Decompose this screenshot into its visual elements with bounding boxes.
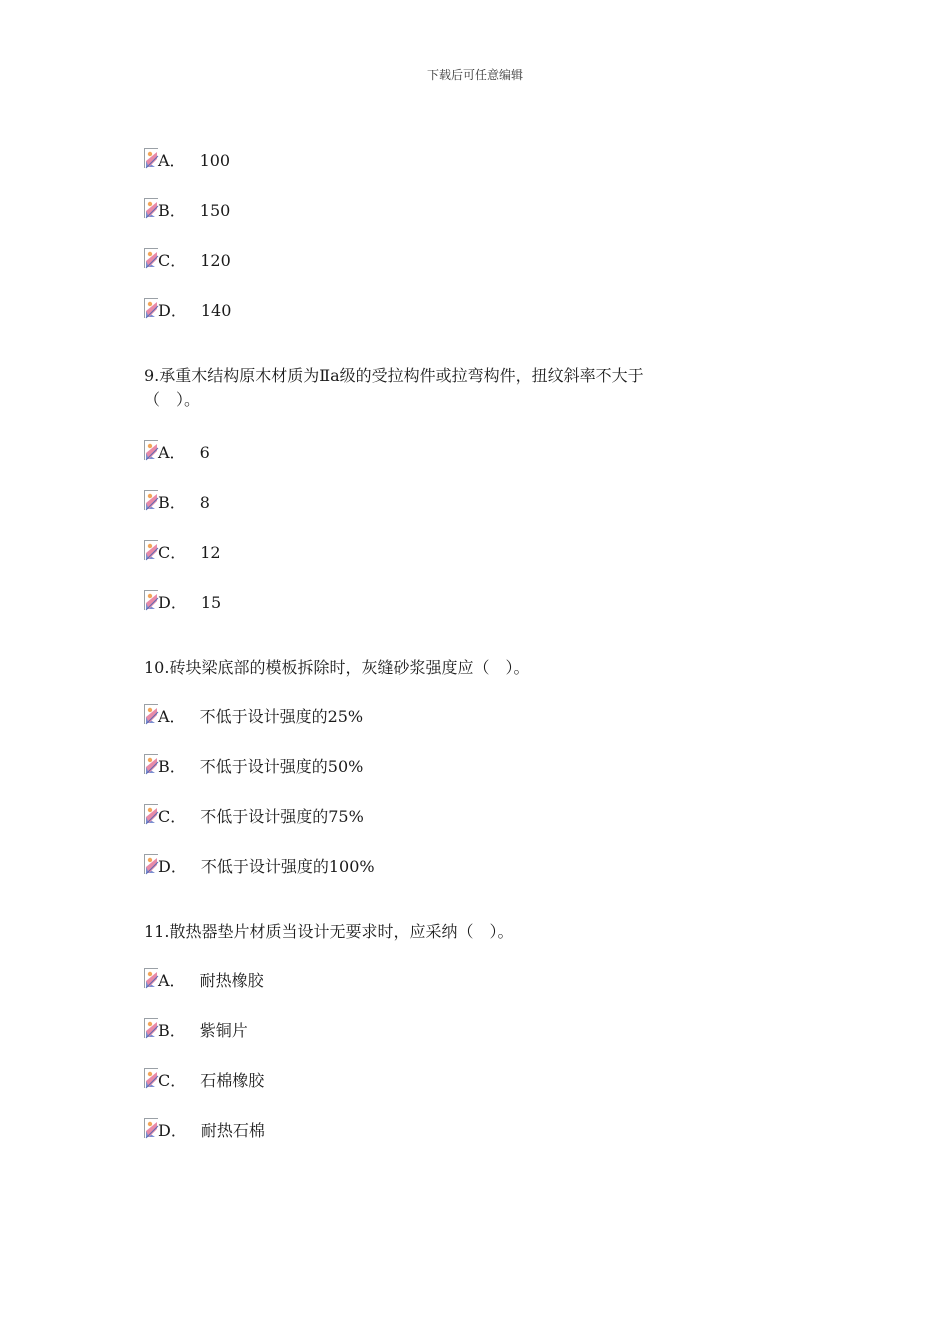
option-letter: D．: [158, 1121, 187, 1140]
broken-image-icon: [144, 704, 158, 724]
question-line-2: （ ）。: [144, 390, 201, 409]
option-letter: C．: [158, 543, 187, 562]
question-line-1: 9.承重木结构原木材质为Ⅱa级的受拉构件或拉弯构件，扭纹斜率不大于: [144, 366, 644, 385]
option-letter: A．: [158, 151, 186, 170]
option-letter: D．: [158, 857, 187, 876]
option-text: 耐热橡胶: [199, 971, 264, 990]
option-c[interactable]: [144, 248, 784, 270]
option-text: 不低于设计强度的75%: [200, 807, 364, 826]
option-text: 不低于设计强度的100%: [200, 857, 375, 876]
broken-image-icon: [144, 148, 158, 168]
option-letter: D．: [158, 301, 187, 320]
option-d[interactable]: [144, 298, 784, 320]
broken-image-icon: [144, 540, 158, 560]
option-text: 耐热石棉: [200, 1121, 265, 1140]
option-letter: C．: [158, 1071, 187, 1090]
option-text: 6: [199, 443, 210, 462]
option-b[interactable]: [144, 1018, 784, 1040]
option-text: 8: [199, 493, 210, 512]
question-block-10: [144, 656, 784, 876]
question-text: 10.砖块梁底部的模板拆除时，灰缝砂浆强度应（ ）。: [144, 658, 530, 677]
option-text: 150: [199, 201, 231, 220]
option-text: 120: [200, 251, 231, 270]
option-d[interactable]: [144, 854, 784, 876]
option-d[interactable]: [144, 590, 784, 612]
option-b[interactable]: [144, 490, 784, 512]
question-text: 11.散热器垫片材质当设计无要求时，应采纳（ ）。: [144, 922, 514, 941]
option-text: 石棉橡胶: [200, 1071, 265, 1090]
option-text: 140: [200, 301, 232, 320]
option-a[interactable]: [144, 148, 784, 170]
broken-image-icon: [144, 1018, 158, 1038]
option-b[interactable]: [144, 754, 784, 776]
option-letter: B．: [158, 757, 186, 776]
broken-image-icon: [144, 440, 158, 460]
option-text: 紫铜片: [199, 1021, 248, 1040]
question-text: [144, 364, 784, 412]
option-text: 100: [199, 151, 231, 170]
broken-image-icon: [144, 198, 158, 218]
broken-image-icon: [144, 1068, 158, 1088]
broken-image-icon: [144, 754, 158, 774]
broken-image-icon: [144, 490, 158, 510]
option-letter: A．: [158, 707, 186, 726]
option-letter: A．: [158, 443, 186, 462]
question-block-11: [144, 920, 784, 1140]
option-letter: C．: [158, 807, 187, 826]
option-text: 不低于设计强度的50%: [199, 757, 364, 776]
broken-image-icon: [144, 968, 158, 988]
option-a[interactable]: [144, 968, 784, 990]
option-d[interactable]: [144, 1118, 784, 1140]
question-block-8: [144, 148, 784, 320]
broken-image-icon: [144, 854, 158, 874]
option-letter: C．: [158, 251, 187, 270]
option-letter: A．: [158, 971, 186, 990]
option-letter: B．: [158, 1021, 186, 1040]
question-block-9: [144, 364, 784, 612]
option-text: 不低于设计强度的25%: [199, 707, 364, 726]
option-c[interactable]: [144, 1068, 784, 1090]
option-letter: D．: [158, 593, 187, 612]
option-c[interactable]: [144, 540, 784, 562]
option-text: 12: [200, 543, 221, 562]
broken-image-icon: [144, 804, 158, 824]
option-text: 15: [200, 593, 222, 612]
option-a[interactable]: [144, 704, 784, 726]
document-body: [144, 148, 784, 1168]
option-c[interactable]: [144, 804, 784, 826]
broken-image-icon: [144, 298, 158, 318]
option-letter: B．: [158, 493, 186, 512]
broken-image-icon: [144, 1118, 158, 1138]
option-letter: B．: [158, 201, 186, 220]
option-b[interactable]: [144, 198, 784, 220]
broken-image-icon: [144, 590, 158, 610]
option-a[interactable]: [144, 440, 784, 462]
page-header: 下载后可任意编辑: [426, 68, 523, 82]
broken-image-icon: [144, 248, 158, 268]
